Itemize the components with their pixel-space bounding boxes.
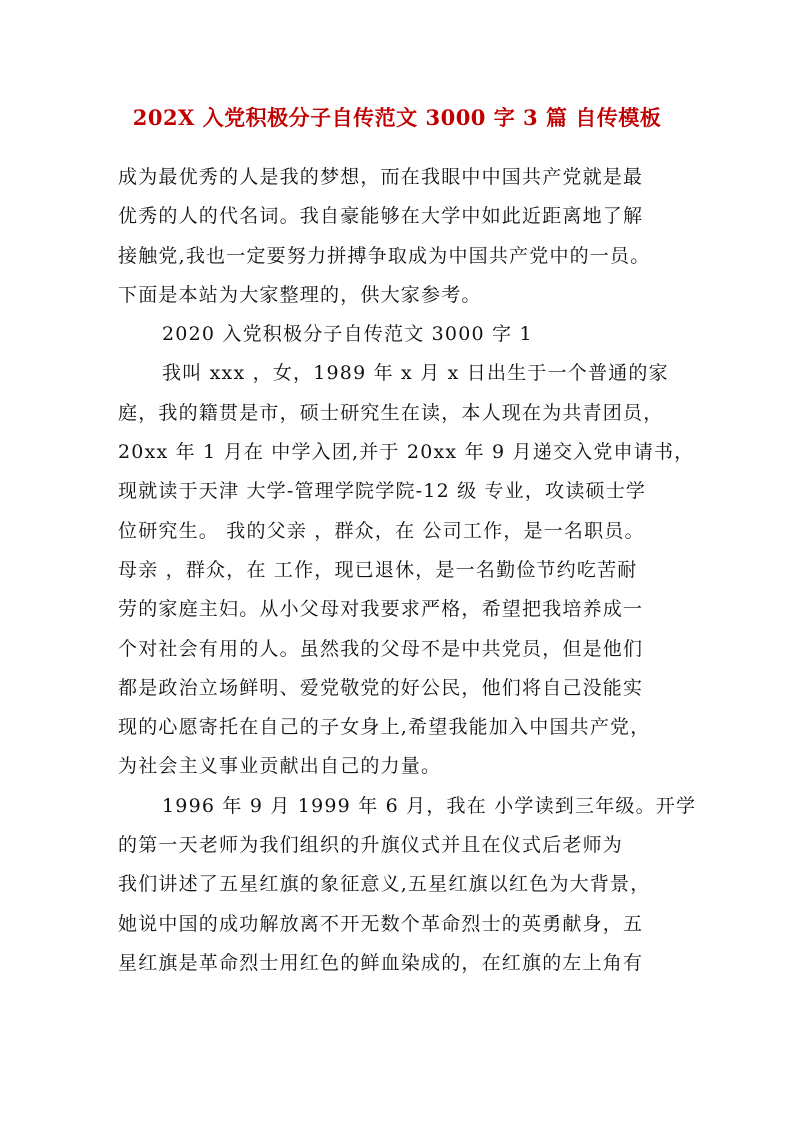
body-line: 劳的家庭主妇。从小父母对我要求严格，希望把我培养成一 [118,598,644,621]
body-line: 20xx 年 1 月在 中学入团,并于 20xx 年 9 月递交入党申请书， [118,441,695,464]
body-line: 为社会主义事业贡献出自己的力量。 [118,755,442,778]
document-body [118,158,697,983]
body-line: 我叫 xxx ，女，1989 年 x 月 x 日出生于一个普通的家 [162,362,669,385]
body-line: 优秀的人的代名词。我自豪能够在大学中如此近距离地了解 [118,205,644,228]
body-line: 母亲 ，群众，在 工作，现已退休，是一名勤俭节约吃苦耐 [118,558,638,581]
body-line: 个对社会有用的人。虽然我的父母不是中共党员，但是他们 [118,637,644,660]
body-line: 星红旗是革命烈士用红色的鲜血染成的，在红旗的左上角有 [118,951,644,974]
body-line: 2020 入党积极分子自传范文 3000 字 1 [162,323,533,346]
document-title: 202X 入党积极分子自传范文 3000 字 3 篇 自传模板 [132,105,662,130]
body-line: 我们讲述了五星红旗的象征意义,五星红旗以红色为大背景， [118,873,651,896]
body-line: 下面是本站为大家整理的，供大家参考。 [118,283,482,306]
body-line: 接触党,我也一定要努力拼搏争取成为中国共产党中的一员。 [118,244,651,267]
body-line: 位研究生。 我的父亲 ，群众，在 公司工作，是一名职员。 [118,519,645,542]
body-line: 1996 年 9 月 1999 年 6 月，我在 小学读到三年级。开学 [162,794,697,817]
body-line: 庭，我的籍贯是市，硕士研究生在读，本人现在为共青团员， [118,401,664,424]
body-line: 成为最优秀的人是我的梦想，而在我眼中中国共产党就是最 [118,166,644,188]
body-line: 现就读于天津 大学-管理学院学院-12 级 专业，攻读硕士学 [118,480,647,503]
body-line: 她说中国的成功解放离不开无数个革命烈士的英勇献身，五 [118,912,644,935]
body-line: 的第一天老师为我们组织的升旗仪式并且在仪式后老师为 [118,834,624,857]
body-line: 都是政治立场鲜明、爱党敬党的好公民，他们将自己没能实 [118,676,644,699]
body-line: 现的心愿寄托在自己的子女身上,希望我能加入中国共产党， [118,716,651,739]
